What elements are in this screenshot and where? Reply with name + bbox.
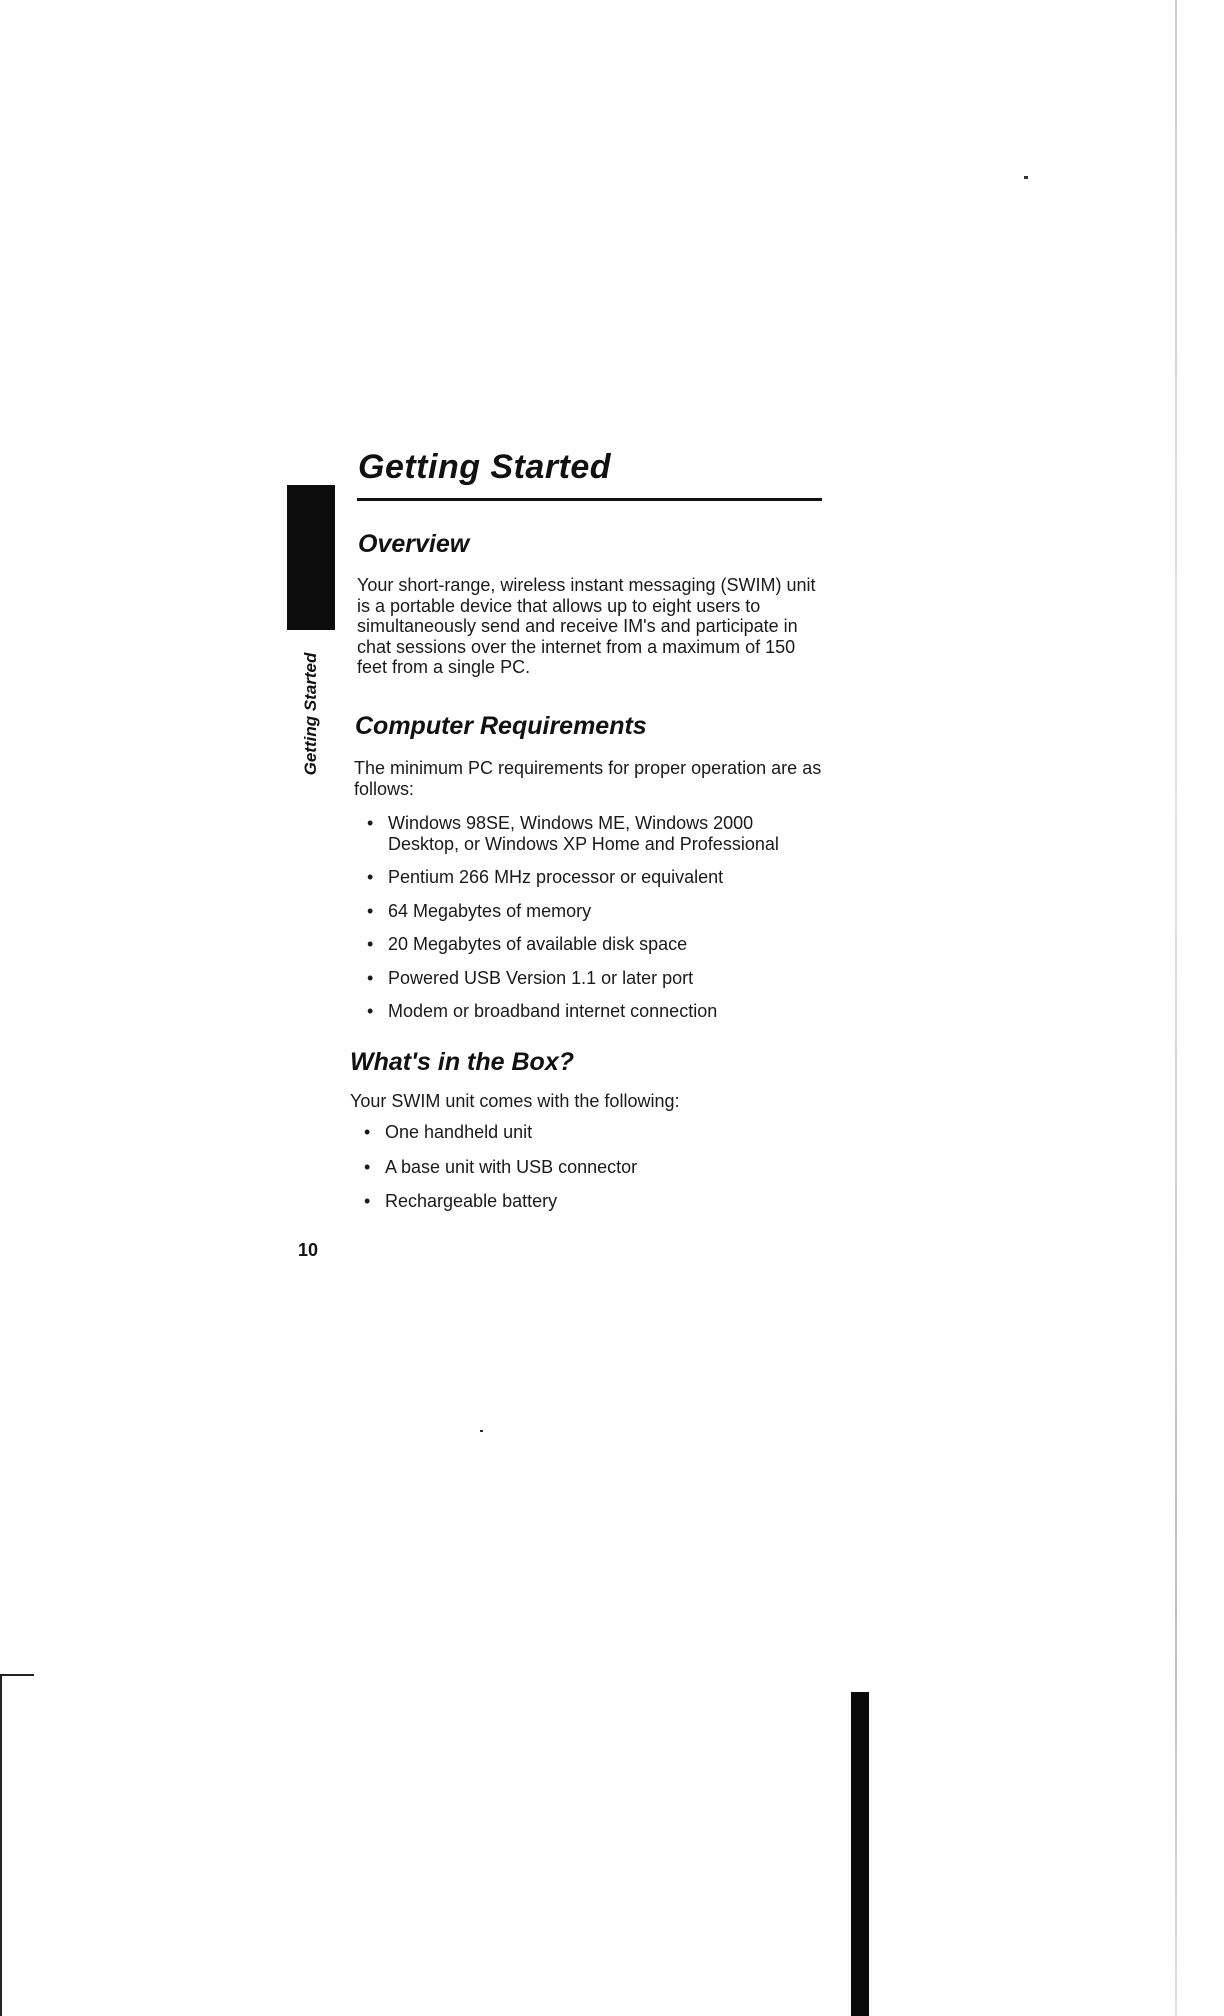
requirements-heading: Computer Requirements: [355, 712, 647, 740]
list-item: • Rechargeable battery: [364, 1191, 824, 1212]
side-tab-label: Getting Started: [301, 652, 320, 776]
requirements-intro: The minimum PC requirements for proper operation are as follows:: [354, 758, 822, 799]
scan-corner-mark: [0, 1674, 34, 1676]
list-item: • Powered USB Version 1.1 or later port: [367, 968, 827, 989]
list-item: • 20 Megabytes of available disk space: [367, 934, 827, 955]
scan-speck: [1024, 176, 1028, 179]
scan-speck: [480, 1430, 483, 1432]
list-item: • Pentium 266 MHz processor or equivalent: [367, 867, 827, 888]
page-title: Getting Started: [358, 448, 612, 486]
list-item: • A base unit with USB connector: [364, 1157, 824, 1178]
section-tab-marker: [287, 485, 335, 630]
box-contents-list: [364, 1122, 824, 1226]
list-item: • One handheld unit: [364, 1122, 824, 1143]
overview-paragraph: Your short-range, wireless instant messaging (SWIM) unit is a portable device that allows up to eight users to simultaneously send and receive IM's and participate in chat sessions over the internet from a maximum of 150 feet from a single PC.: [357, 575, 816, 677]
scan-edge-line: [1175, 0, 1177, 2016]
overview-heading: Overview: [358, 530, 470, 558]
box-contents-intro: Your SWIM unit comes with the following:: [350, 1091, 680, 1111]
requirements-list: [367, 813, 827, 1035]
list-item: • Modem or broadband internet connection: [367, 1001, 827, 1022]
box-contents-heading: What's in the Box?: [350, 1048, 574, 1076]
list-item: • 64 Megabytes of memory: [367, 901, 827, 922]
list-item: • Windows 98SE, Windows ME, Windows 2000 Desktop, or Windows XP Home and Professional: [367, 813, 827, 854]
scan-corner-mark-vertical: [0, 1674, 2, 2016]
scan-binding-bar: [851, 1692, 869, 2016]
page-number: 10: [298, 1240, 319, 1260]
title-rule: [357, 498, 822, 501]
